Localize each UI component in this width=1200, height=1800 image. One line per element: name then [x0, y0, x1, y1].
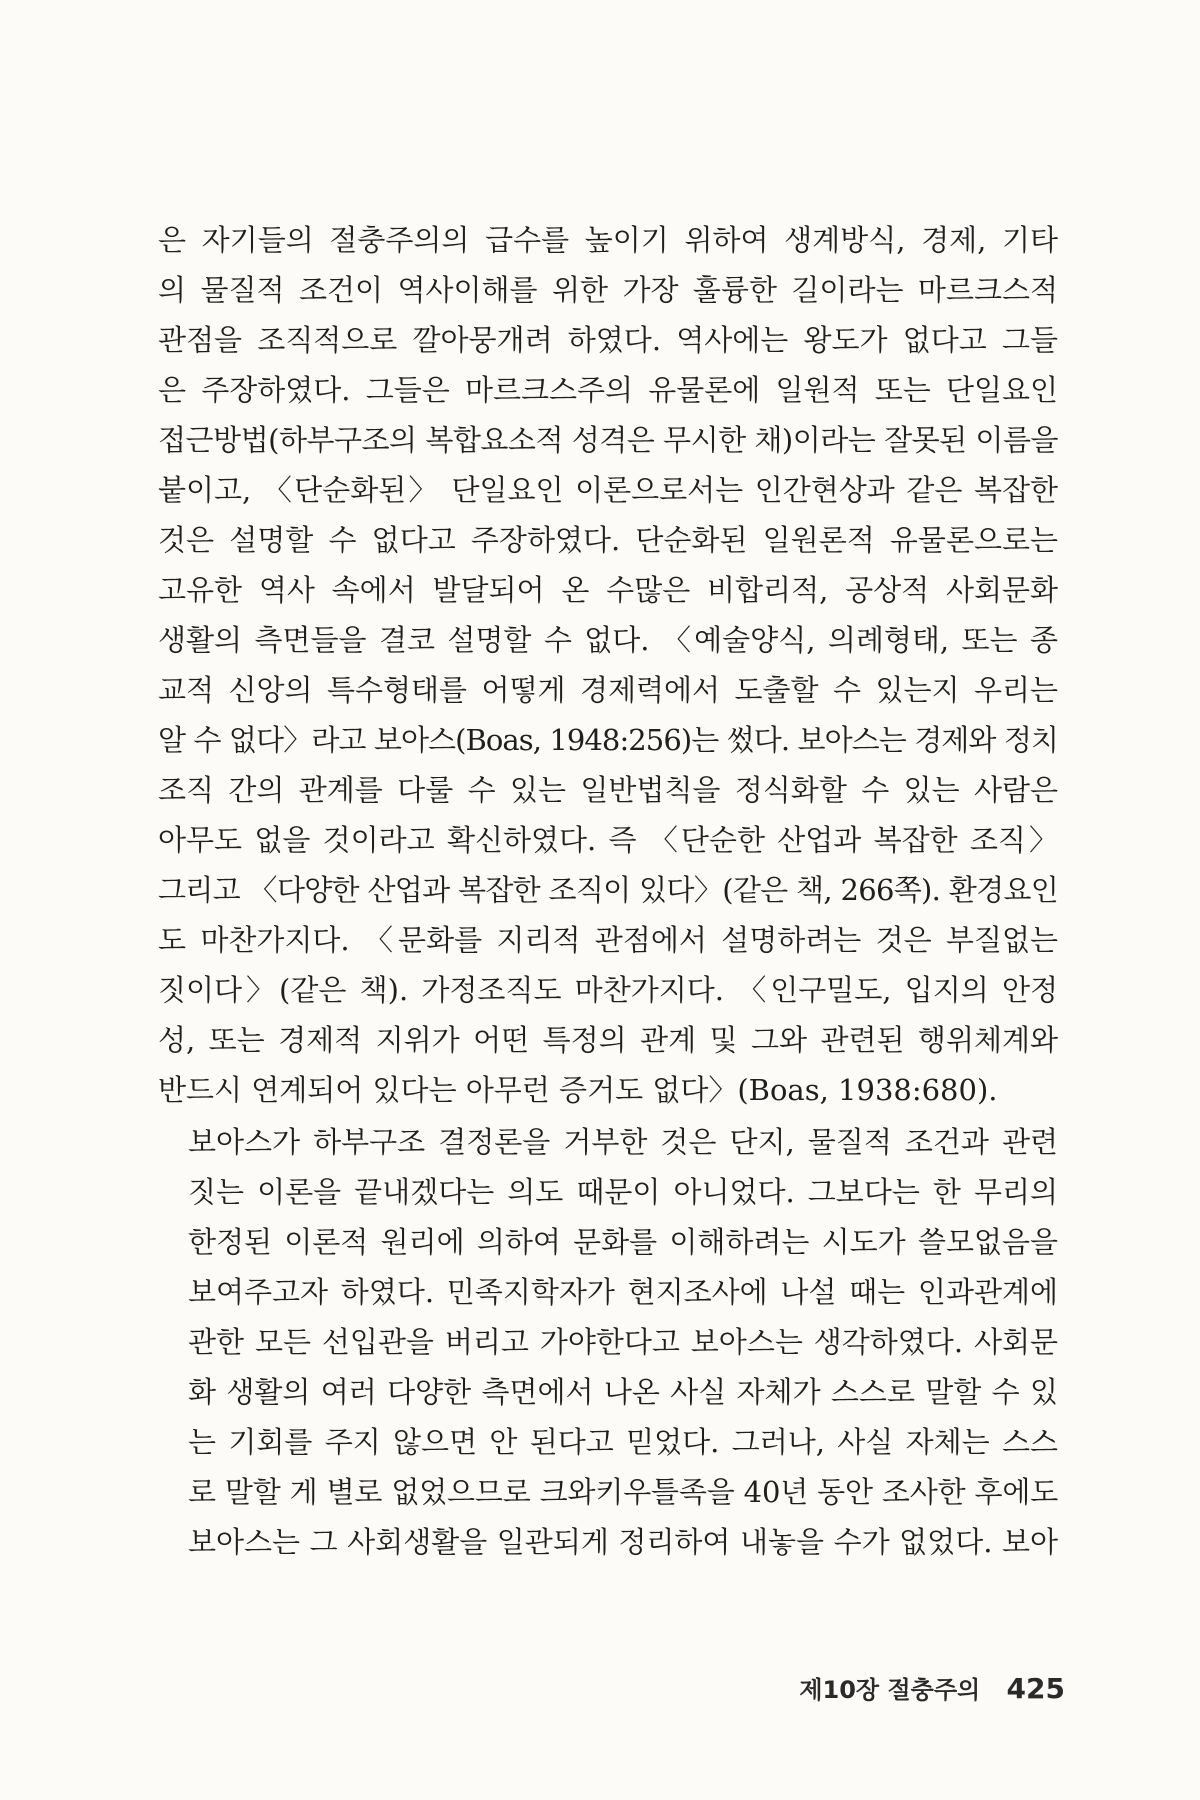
text-line: 는 기회를 주지 않으면 안 된다고 믿었다. 그러나, 사실 자체는 스스 [188, 1425, 1058, 1459]
text-line: 것은 설명할 수 없다고 주장하였다. 단순화된 일원론적 유물론으로는 [158, 523, 1058, 557]
text-line: 교적 신앙의 특수형태를 어떻게 경제력에서 도출할 수 있는지 우리는 [158, 673, 1058, 707]
text-line: 생활의 측면들을 결코 설명할 수 없다. 〈예술양식, 의례형태, 또는 종 [158, 623, 1058, 657]
text-line: 붙이고, 〈단순화된〉 단일요인 이론으로서는 인간현상과 같은 복잡한 [158, 473, 1058, 507]
text-line: 반드시 연계되어 있다는 아무런 증거도 없다〉(Boas, 1938:680). [158, 1073, 998, 1107]
text-line: 의 물질적 조건이 역사이해를 위한 가장 훌륭한 길이라는 마르크스적 [158, 273, 1058, 307]
text-line: 한정된 이론적 원리에 의하여 문화를 이해하려는 시도가 쓸모없음을 [188, 1225, 1058, 1259]
text-line: 화 생활의 여러 다양한 측면에서 나온 사실 자체가 스스로 말할 수 있 [188, 1375, 1058, 1409]
text-line: 은 자기들의 절충주의의 급수를 높이기 위하여 생계방식, 경제, 기타 [158, 223, 1058, 257]
paragraph-1 [158, 215, 1058, 1115]
text-line: 관점을 조직적으로 깔아뭉개려 하였다. 역사에는 왕도가 없다고 그들 [158, 323, 1058, 357]
text-line: 짓이다〉(같은 책). 가정조직도 마찬가지다. 〈인구밀도, 입지의 안정 [158, 973, 1058, 1007]
paragraph-2 [158, 1117, 1058, 1567]
text-line: 보아스가 하부구조 결정론을 거부한 것은 단지, 물질적 조건과 관련 [188, 1125, 1058, 1159]
text-line: 로 말할 게 별로 없었으므로 크와키우틀족을 40년 동안 조사한 후에도 [188, 1475, 1059, 1509]
text-line: 성, 또는 경제적 지위가 어떤 특정의 관계 및 그와 관련된 행위체계와 [158, 1023, 1058, 1057]
body-text [158, 215, 1058, 1567]
text-line: 보아스는 그 사회생활을 일관되게 정리하여 내놓을 수가 없었다. 보아 [188, 1525, 1058, 1559]
text-line: 보여주고자 하였다. 민족지학자가 현지조사에 나설 때는 인과관계에 [188, 1275, 1058, 1309]
page-footer [799, 1670, 1065, 1705]
text-line: 그리고 〈다양한 산업과 복잡한 조직이 있다〉(같은 책, 266쪽). 환경요인 [158, 873, 1058, 907]
text-line: 알 수 없다〉라고 보아스(Boas, 1948:256)는 썼다. 보아스는 경제와 정치 [158, 723, 1058, 757]
text-line: 짓는 이론을 끝내겠다는 의도 때문이 아니었다. 그보다는 한 무리의 [188, 1175, 1058, 1209]
text-line: 조직 간의 관계를 다룰 수 있는 일반법칙을 정식화할 수 있는 사람은 [158, 773, 1058, 807]
text-line: 은 주장하였다. 그들은 마르크스주의 유물론에 일원적 또는 단일요인 [158, 373, 1058, 407]
text-line: 고유한 역사 속에서 발달되어 온 수많은 비합리적, 공상적 사회문화 [158, 573, 1058, 607]
chapter-title: 제10장 절충주의 [799, 1676, 981, 1704]
text-line: 관한 모든 선입관을 버리고 가야한다고 보아스는 생각하였다. 사회문 [188, 1325, 1058, 1359]
page-number: 425 [1006, 1672, 1065, 1705]
text-line: 접근방법(하부구조의 복합요소적 성격은 무시한 채)이라는 잘못된 이름을 [158, 423, 1058, 457]
text-line: 도 마찬가지다. 〈문화를 지리적 관점에서 설명하려는 것은 부질없는 [158, 923, 1058, 957]
text-line: 아무도 없을 것이라고 확신하였다. 즉 〈단순한 산업과 복잡한 조직〉 [158, 823, 1058, 857]
